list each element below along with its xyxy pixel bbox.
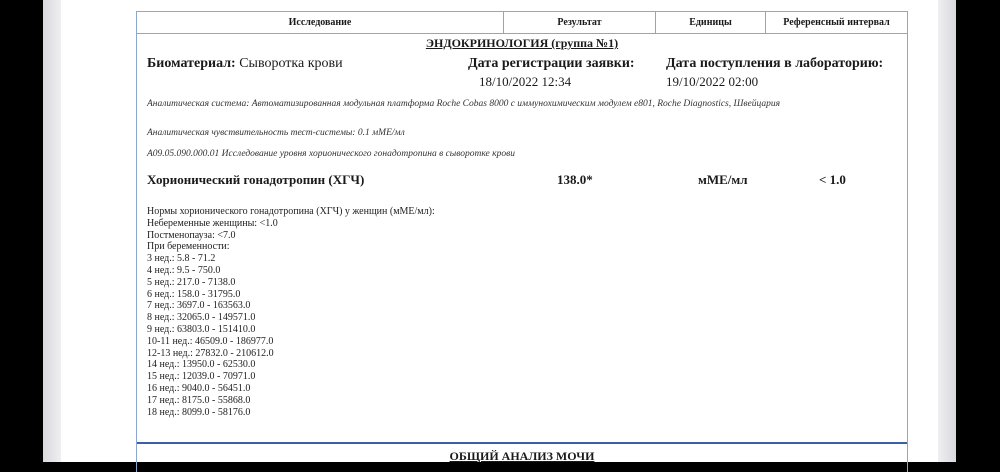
- hcg-norms: [147, 206, 435, 418]
- norm-line: 18 нед.: 8099.0 - 58176.0: [147, 406, 251, 418]
- norm-line: 7 нед.: 3697.0 - 163563.0: [147, 300, 251, 312]
- analytical-system: Аналитическая система: Автоматизированная модульная платформа Roche Cobas 8000 с иммунохимическим модулем e801, Roche Diagnostics, Швейцария: [147, 99, 781, 109]
- norm-line: 3 нед.: 5.8 - 71.2: [147, 253, 216, 265]
- header-units: Единицы: [656, 12, 766, 33]
- norm-line: 17 нед.: 8175.0 - 55868.0: [147, 394, 251, 406]
- test-result: 138.0*: [557, 172, 593, 187]
- section-divider: [137, 442, 907, 444]
- header-result: Результат: [504, 12, 656, 33]
- left-gutter: [43, 0, 61, 462]
- table-header: [137, 12, 907, 34]
- biomaterial: [147, 56, 343, 72]
- norm-line: Нормы хорионического гонадотропина (ХГЧ) у женщин (мМЕ/мл):: [147, 206, 435, 217]
- biomaterial-value: Сыворотка крови: [239, 56, 343, 71]
- test-name: Хорионический гонадотропин (ХГЧ): [147, 172, 365, 187]
- norm-line: 14 нед.: 13950.0 - 62530.0: [147, 359, 256, 371]
- norm-line: 9 нед.: 63803.0 - 151410.0: [147, 323, 256, 335]
- header-study: Исследование: [137, 12, 504, 33]
- norm-line: Постменопауза: <7.0: [147, 229, 236, 241]
- next-section-title: ОБЩИЙ АНАЛИЗ МОЧИ: [449, 449, 595, 463]
- analytical-sensitivity: Аналитическая чувствительность тест-системы: 0.1 мМЕ/мл: [147, 128, 405, 138]
- test-units: мМЕ/мл: [698, 172, 748, 187]
- norm-line: 16 нед.: 9040.0 - 56451.0: [147, 382, 251, 394]
- norm-line: Небеременные женщины: <1.0: [147, 217, 278, 229]
- norm-line: При беременности:: [147, 241, 230, 253]
- norm-line: 12-13 нед.: 27832.0 - 210612.0: [147, 347, 274, 359]
- norm-line: 15 нед.: 12039.0 - 70971.0: [147, 371, 256, 383]
- norm-line: 10-11 нед.: 46509.0 - 186977.0: [147, 335, 274, 347]
- document-page: [61, 0, 938, 462]
- lab-date-value: 19/10/2022 02:00: [666, 74, 759, 89]
- results-table: [136, 11, 908, 472]
- lab-date-label: Дата поступления в лабораторию:: [666, 56, 884, 71]
- header-reference: Референсный интервал: [783, 17, 890, 28]
- test-code-line: A09.05.090.000.01 Исследование уровня хорионического гонадотропина в сыворотке крови: [147, 149, 515, 159]
- registration-date-label: Дата регистрации заявки:: [468, 56, 635, 71]
- biomaterial-label: Биоматериал:: [147, 56, 236, 71]
- norm-line: 8 нед.: 32065.0 - 149571.0: [147, 312, 256, 324]
- norm-line: 4 нед.: 9.5 - 750.0: [147, 264, 221, 276]
- test-reference: < 1.0: [819, 172, 846, 187]
- norm-line: 5 нед.: 217.0 - 7138.0: [147, 276, 236, 288]
- norm-line: 6 нед.: 158.0 - 31795.0: [147, 288, 241, 300]
- right-gutter: [938, 0, 956, 462]
- registration-date-value: 18/10/2022 12:34: [479, 74, 572, 89]
- section-title: ЭНДОКРИНОЛОГИЯ (группа №1): [425, 36, 619, 50]
